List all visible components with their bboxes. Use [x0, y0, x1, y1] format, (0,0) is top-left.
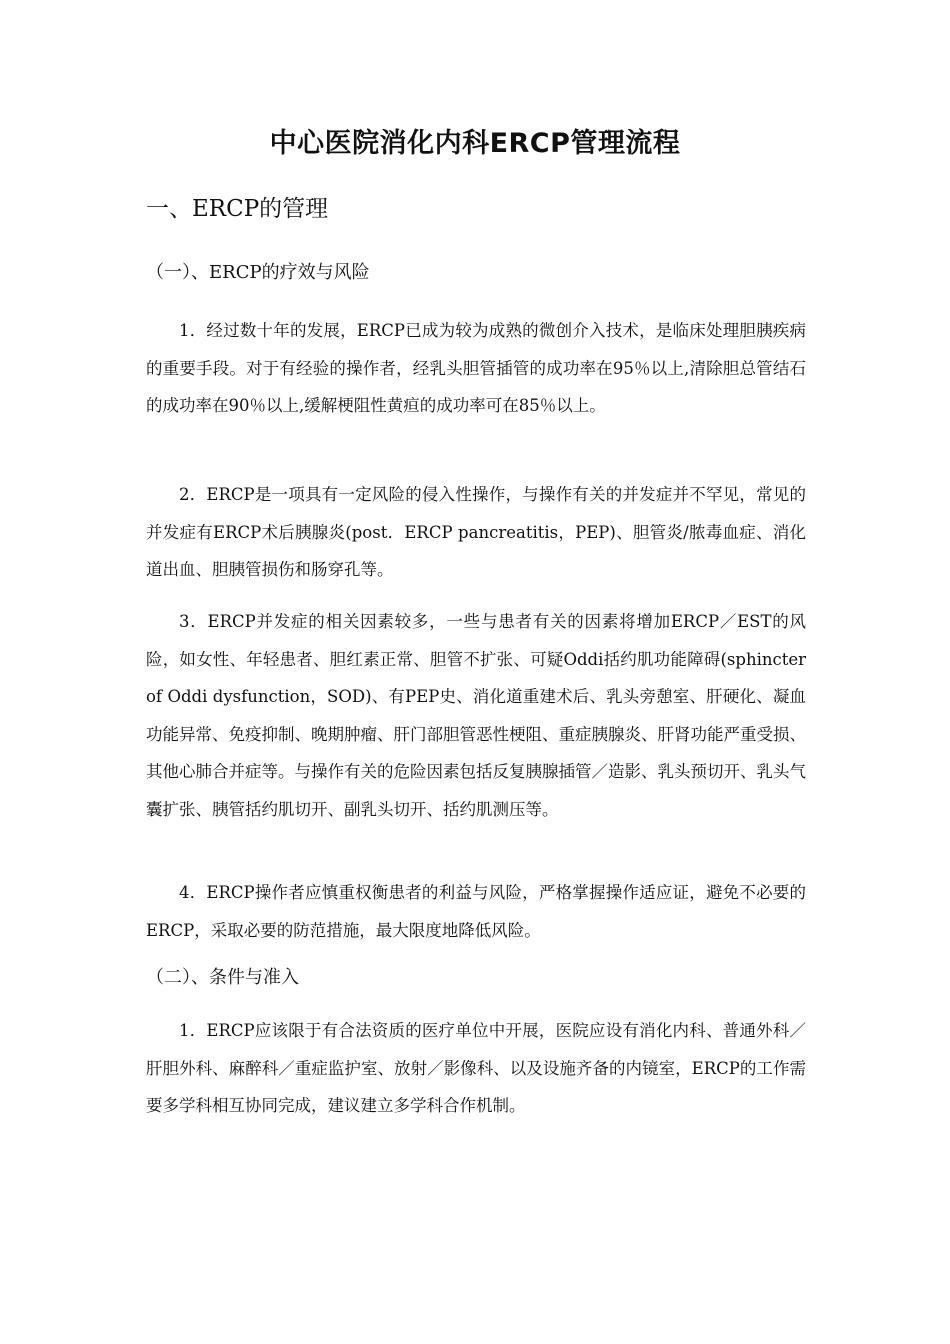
- paragraph-efficacy: 1．经过数十年的发展，ERCP已成为较为成熟的微创介入技术，是临床处理胆胰疾病的重要手段。对于有经验的操作者，经乳头胆管插管的成功率在95％以上,清除胆总管结石的成功率在90％以上,缓解梗阻性黄疸的成功率可在85％以上。: [146, 321, 806, 415]
- paragraph-risk-factors: 3．ERCP并发症的相关因素较多，一些与患者有关的因素将增加ERCP／EST的风险，如女性、年轻患者、胆红素正常、胆管不扩张、可疑Oddi括约肌功能障碍(sphincter of Oddi dysfunction，SOD)、有PEP史、消化道重建术后、乳头旁憩室、肝硬化、凝血功能异常、免疫抑制、晚期肿瘤、肝门部胆管恶性梗阻、重症胰腺炎、肝肾功能严重受损、其他心肺合并症等。与操作有关的危险因素包括反复胰腺插管／造影、乳头预切开、乳头气囊扩张、胰管括约肌切开、副乳头切开、括约肌测压等。: [146, 612, 806, 819]
- paragraph-conditions: 1．ERCP应该限于有合法资质的医疗单位中开展，医院应设有消化内科、普通外科／肝胆外科、麻醉科／重症监护室、放射／影像科、以及设施齐备的内镜室，ERCP的工作需要多学科相互协同完成，建议建立多学科合作机制。: [146, 1021, 806, 1115]
- paragraph-risk-balance: 4．ERCP操作者应慎重权衡患者的利益与风险，严格掌握操作适应证，避免不必要的ERCP，采取必要的防范措施，最大限度地降低风险。: [146, 883, 806, 940]
- paragraph-complications: 2．ERCP是一项具有一定风险的侵入性操作，与操作有关的并发症并不罕见，常见的并发症有ERCP术后胰腺炎(post．ERCP pancreatitis，PEP)、胆管炎/脓毒血症、消化道出血、胆胰管损伤和肠穿孔等。: [146, 485, 806, 579]
- subsection-heading-efficacy-risk: （一）、ERCP的疗效与风险: [146, 262, 370, 283]
- document-title: 中心医院消化内科ERCP管理流程: [269, 128, 681, 159]
- section-heading-ercp-management: 一、ERCP的管理: [146, 196, 329, 222]
- subsection-heading-conditions-access: （二）、条件与准入: [146, 967, 299, 988]
